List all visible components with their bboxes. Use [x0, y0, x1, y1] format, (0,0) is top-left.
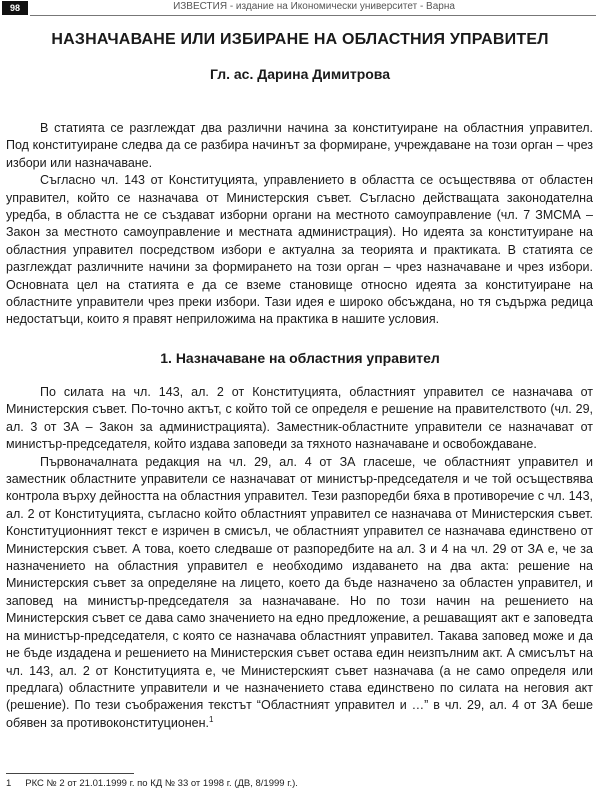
section-1-body: [6, 384, 593, 732]
footnote-marker[interactable]: 1: [209, 714, 214, 724]
page-number: 98: [2, 1, 28, 15]
header-rule: [30, 15, 596, 16]
section-paragraph: [6, 454, 593, 733]
footnote: [6, 778, 298, 789]
journal-header: ИЗВЕСТИЯ - издание на Икономически университет - Варна: [173, 1, 455, 12]
author-name: Гл. ас. Дарина Димитрова: [209, 66, 391, 82]
intro-section: [6, 120, 593, 329]
section-heading: 1. Назначаване на областния управител: [160, 350, 440, 366]
running-header: [0, 0, 600, 16]
footnote-rule: [6, 773, 134, 774]
intro-paragraph: В статията се разглеждат два различни начина за конституиране на областния управител. Под конституиране следва да се разбира начинът за формиране, учреждаване на този орган – чрез избори или назначаване.: [6, 121, 593, 170]
footnote-text: РКС № 2 от 21.01.1999 г. по КД № 33 от 1998 г. (ДВ, 8/1999 г.).: [25, 778, 298, 789]
section-paragraph: По силата на чл. 143, ал. 2 от Конституцията, областният управител се назначава от Министерския съвет. По-точно актът, с който той се определя е решение на правителството (чл. 29, ал. 3 от ЗА – Закон за администрацията). Заместник-областните управители се назначават от министър-председателя, който издава заповеди за тяхното назначаване и освобождаване.: [6, 385, 593, 452]
footnote-number: 1: [6, 778, 12, 789]
intro-paragraph: Съгласно чл. 143 от Конституцията, управлението в областта се осъществява от областен управител, който се назначава от Министерския съвет. Съгласно действащата законодателна уредба, в областта не се създават изборни органи на местното самоуправление (чл. 7 ЗМСМА – Закон за местното самоуправление и местната администрация). Но идеята за конституиране на областния управител посредством избори е актуална за теорията и практиката. В статията се разглеждат различните начини за формирането на този орган – чрез назначаване и чрез избори. Основната цел на статията е да се вземе становище относно идеята за конституиране на областните управители чрез преки избори. Тази идея е широко обсъждана, но тя съдържа редица недостатъци, които я правят неприложима на практика в нашите условия.: [6, 173, 593, 327]
section-paragraph-text: Първоначалната редакция на чл. 29, ал. 4 от ЗА гласеше, че областният управител и заместник областните управители се назначават от министър-председателя и че той осъществява контрола върху дейността на областния управител. Тези разпоредби бяха в противоречие с чл. 143, ал. 2 от Конституцията, съгласно който областният управител се назначава от Министерския съвет. Конституционният текст е изричен в смисъл, че областният управител се назначава единствено от Министерския съвет. А това, което следваше от разпоредбите на ал. 3 и 4 на чл. 29 от ЗА е, че за назначението на областния управител е необходимо издаването на два акта: решение на Министерския съвет за определяне на лицето, което да бъде назначено за областен управител, и заповед на министър-председателя за назначаване. Но по този начин на решението на Министерския съвет се дава само значението на едно предложение, а решаващият акт е заповедта на министър-председателя, с която се назначава областният управител. Такава заповед може и да не бъде издадена и решението на Министерския съвет остава един неизпълним акт. А смисълът на чл. 143, ал. 2 от Конституцията е, че Министерският съвет назначава (а не само определя или предлага) областните управители и че назначението става единствено по силата на неговия акт (решение). По тези съображения текстът “Областният управител и …” в чл. 29, ал. 4 от ЗА беше обявен за противоконституционен.: [6, 454, 593, 730]
article-title: НАЗНАЧАВАНЕ ИЛИ ИЗБИРАНЕ НА ОБЛАСТНИЯ УПРАВИТЕЛ: [51, 31, 549, 48]
